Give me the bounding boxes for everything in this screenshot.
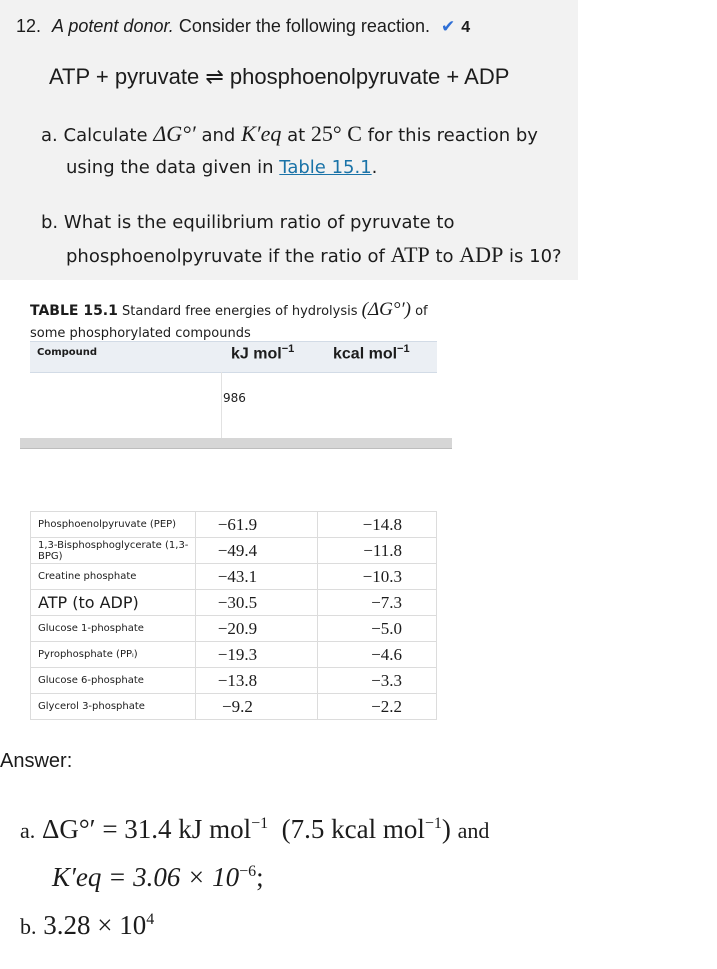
part-a-text3: using the data given in: [66, 157, 274, 178]
check-icon: ✔: [440, 17, 456, 36]
keq-symbol: K′eq: [241, 121, 282, 146]
equation-left: ATP + pyruvate: [49, 64, 200, 89]
reaction-equation: [49, 64, 509, 90]
table-row: [31, 512, 437, 538]
part-b-text2: phosphoenolpyruvate if the ratio of: [66, 246, 385, 267]
atp-symbol: ATP: [390, 242, 430, 267]
question-title: A potent donor.: [52, 16, 174, 36]
answer-keq-expr: K′eq = 3.06 × 10: [52, 862, 240, 892]
header-kcal-text: kcal mol: [333, 345, 398, 363]
answer-keq: [52, 862, 264, 893]
cell-kj: −20.9: [195, 616, 318, 642]
part-a-period: .: [371, 157, 378, 178]
table-caption-label: TABLE 15.1: [30, 303, 118, 319]
part-b-text: What is the equilibrium ratio of pyruvate to: [63, 212, 455, 233]
temperature: 25° C: [310, 121, 362, 146]
answer-b-exp: 4: [146, 911, 155, 928]
cell-compound: Pyrophosphate (PPᵢ): [31, 642, 196, 668]
answer-a-label: a.: [20, 818, 36, 843]
cell-kcal: −3.3: [318, 668, 437, 694]
cell-kj: −30.5: [195, 590, 318, 616]
answer-label: Answer:: [0, 750, 73, 772]
cell-kcal: −7.3: [318, 590, 437, 616]
part-a-at: at: [287, 125, 306, 146]
cell-compound: Creatine phosphate: [31, 564, 196, 590]
answer-b-expr: 3.28 × 10: [43, 910, 147, 940]
equation-right: phosphoenolpyruvate + ADP: [229, 64, 510, 89]
header-compound: Compound: [37, 347, 98, 358]
cell-kcal: −4.6: [318, 642, 437, 668]
header-kj-exp: −1: [281, 343, 295, 355]
cell-kcal: −5.0: [318, 616, 437, 642]
header-kcal-exp: −1: [397, 343, 410, 355]
answer-b: [20, 910, 154, 941]
cell-compound: ATP (to ADP): [31, 590, 196, 616]
answer-a-paren-close: ): [441, 814, 451, 844]
answer-a-kcal-exp: −1: [424, 815, 442, 832]
cell-kcal: −11.8: [318, 538, 437, 564]
table-row: [31, 694, 437, 720]
question-header: [16, 16, 470, 37]
table-caption-symbol: (ΔG°′): [361, 299, 411, 320]
cell-kj: −13.8: [195, 668, 318, 694]
part-a-label: a.: [41, 125, 58, 146]
answer-a-kcal: (7.5 kcal mol: [281, 814, 425, 844]
part-b-line2: [66, 242, 562, 268]
page-number: 986: [223, 391, 246, 405]
answer-a-and: and: [457, 818, 490, 843]
table-15-1-link[interactable]: Table 15.1: [279, 157, 372, 178]
answer-b-label: b.: [20, 914, 37, 939]
header-kcal: [333, 343, 410, 363]
table-row: [31, 616, 437, 642]
cell-kj: −19.3: [195, 642, 318, 668]
cell-kj: −49.4: [195, 538, 318, 564]
cell-compound: Glycerol 3-phosphate: [31, 694, 196, 720]
table-caption-text2: of some phosphorylated compounds: [30, 304, 428, 341]
table-caption-text: Standard free energies of hydrolysis: [122, 304, 358, 319]
cell-kj: −43.1: [195, 564, 318, 590]
part-b-to: to: [435, 246, 454, 267]
adp-symbol: ADP: [459, 242, 504, 267]
part-a-text2: for this reaction by: [367, 125, 538, 146]
cell-compound: 1,3-Bisphosphoglycerate (1,3-BPG): [31, 538, 196, 564]
cell-compound: Glucose 1-phosphate: [31, 616, 196, 642]
table-row: [31, 668, 437, 694]
cell-kj: −9.2: [195, 694, 318, 720]
table-row: [31, 590, 437, 616]
part-b-text3: is 10?: [509, 246, 562, 267]
cell-kcal: −14.8: [318, 512, 437, 538]
part-b-line1: [41, 212, 454, 233]
cell-kcal: −10.3: [318, 564, 437, 590]
part-a-text: Calculate: [63, 125, 148, 146]
cell-compound: Phosphoenolpyruvate (PEP): [31, 512, 196, 538]
free-energy-table: [30, 511, 437, 720]
page-break-bar: [20, 438, 452, 449]
part-a-line2: [66, 157, 377, 178]
answer-keq-end: ;: [256, 862, 264, 892]
answer-keq-exp: −6: [239, 863, 257, 880]
cell-kj: −61.9: [195, 512, 318, 538]
question-prompt: Consider the following reaction.: [178, 16, 430, 36]
answer-a: [20, 814, 489, 845]
question-number: 12.: [16, 16, 42, 36]
equilibrium-arrow-icon: ⇌: [205, 64, 224, 89]
header-kj-text: kJ mol: [231, 345, 282, 363]
part-a-line1: [41, 121, 538, 147]
score-badge: 4: [461, 19, 471, 36]
cell-compound: Glucose 6-phosphate: [31, 668, 196, 694]
table-row: [31, 564, 437, 590]
delta-g-symbol: ΔG°′: [153, 121, 196, 146]
table-row: [31, 642, 437, 668]
column-divider: [221, 372, 222, 442]
answer-a-delta-g: ΔG°′ = 31.4 kJ mol: [42, 814, 252, 844]
part-a-and: and: [201, 125, 236, 146]
table-row: [31, 538, 437, 564]
header-kj: [231, 343, 294, 363]
table-caption: [30, 299, 460, 345]
answer-a-exp: −1: [251, 815, 269, 832]
cell-kcal: −2.2: [318, 694, 437, 720]
part-b-label: b.: [41, 212, 59, 233]
